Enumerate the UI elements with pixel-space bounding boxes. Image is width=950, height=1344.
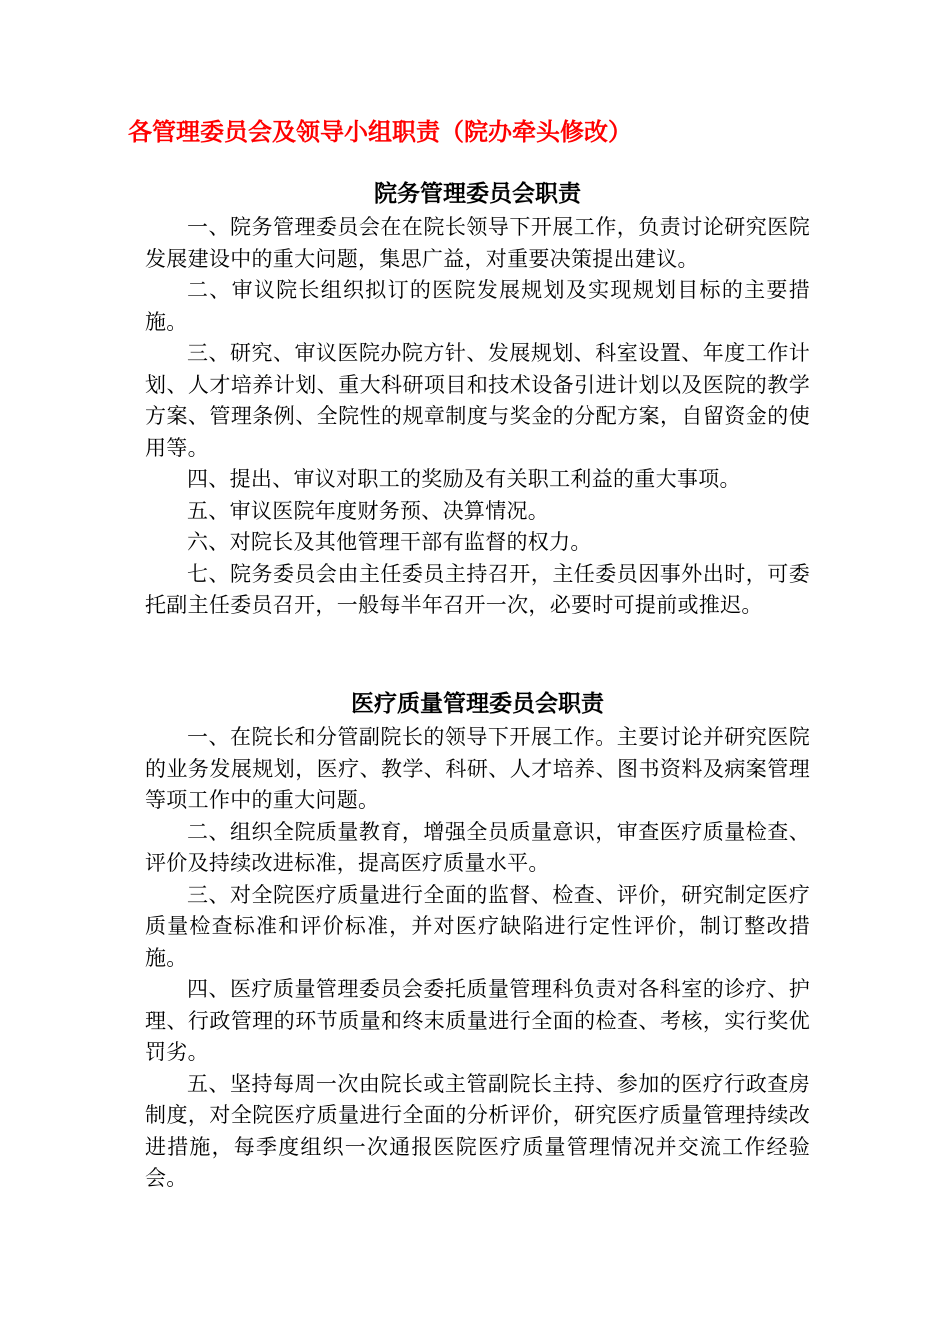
paragraph: 六、对院长及其他管理干部有监督的权力。 (187, 530, 592, 554)
section-heading: 院务管理委员会职责 (374, 181, 581, 207)
section-heading: 医疗质量管理委员会职责 (351, 691, 604, 717)
paragraph: 二、组织全院质量教育，增强全员质量意识，审查医疗质量检查、评价及持续改进标准，提高医疗质量水平。 (145, 819, 810, 875)
paragraph: 二、审议院长组织拟订的医院发展规划及实现规划目标的主要措施。 (145, 278, 810, 334)
document-title: 各管理委员会及领导小组职责（院办牵头修改） (128, 118, 632, 146)
paragraph: 五、审议医院年度财务预、决算情况。 (187, 498, 550, 523)
paragraph: 四、医疗质量管理委员会委托质量管理科负责对各科室的诊疗、护理、行政管理的环节质量和终末质量进行全面的检查、考核，实行奖优罚劣。 (145, 977, 810, 1064)
paragraph: 三、对全院医疗质量进行全面的监督、检查、评价，研究制定医疗质量检查标准和评价标准，并对医疗缺陷进行定性评价，制订整改措施。 (145, 882, 810, 970)
section-hospital-affairs-committee (145, 176, 810, 622)
paragraph: 四、提出、审议对职工的奖励及有关职工利益的重大事项。 (187, 467, 741, 491)
paragraph: 七、院务委员会由主任委员主持召开，主任委员因事外出时，可委托副主任委员召开，一般每半年召开一次，必要时可提前或推迟。 (145, 561, 810, 617)
paragraph: 五、坚持每周一次由院长或主管副院长主持、参加的医疗行政查房制度，对全院医疗质量进行全面的分析评价，研究医疗质量管理持续改进措施，每季度组织一次通报医院医疗质量管理情况并交流工作经验会。 (145, 1071, 810, 1190)
paragraph: 三、研究、审议医院办院方针、发展规划、科室设置、年度工作计划、人才培养计划、重大科研项目和技术设备引进计划以及医院的教学方案、管理条例、全院性的规章制度与奖金的分配方案，自留资金的使用等。 (145, 341, 810, 460)
paragraph: 一、院务管理委员会在在院长领导下开展工作，负责讨论研究医院发展建设中的重大问题，集思广益，对重要决策提出建议。 (145, 215, 810, 271)
paragraph: 一、在院长和分管副院长的领导下开展工作。主要讨论并研究医院的业务发展规划，医疗、教学、科研、人才培养、图书资料及病案管理等项工作中的重大问题。 (145, 725, 810, 812)
section-medical-quality-committee (145, 686, 810, 1195)
